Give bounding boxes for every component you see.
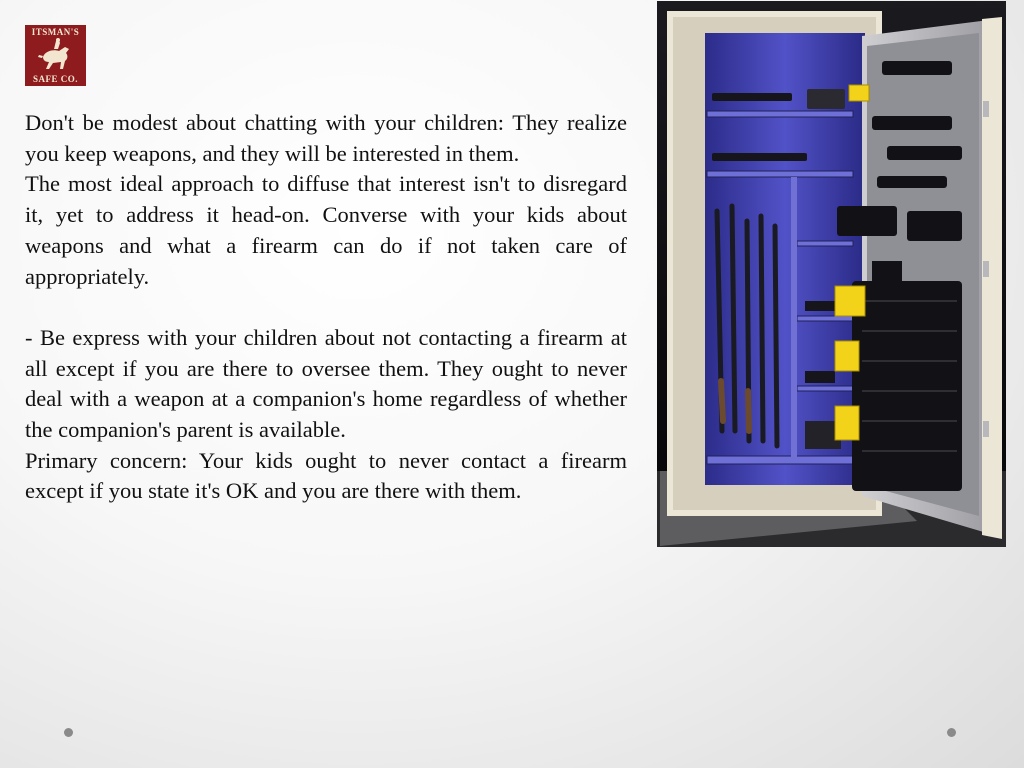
logo-bottom-text: SAFE CO. <box>32 74 78 84</box>
slide-nav-dot-left <box>64 728 73 737</box>
paragraph-no-touching: - Be express with your children about not contacting a firearm at all except if you are there to oversee them. They ought to never deal with a weapon at a companion's home regardless of whether the companion's parent is available. <box>25 324 627 443</box>
slide-nav-dot-right <box>947 728 956 737</box>
company-logo <box>25 25 86 86</box>
horse-rider-icon <box>35 37 77 73</box>
paragraph-address-interest: The most ideal approach to diffuse that interest isn't to disregard it, yet to address it head-on. Converse with your kids about weapons and what a firearm can do if not taken care of appropriately. <box>25 171 627 289</box>
logo-top-text: ITSMAN'S <box>31 27 80 37</box>
gun-safe-photo <box>657 1 1006 547</box>
body-text <box>25 108 627 507</box>
paragraph-spacer <box>25 292 627 323</box>
paragraph-children-curiosity: Don't be modest about chatting with your children: They realize you keep weapons, and they will be interested in them. <box>25 110 627 166</box>
paragraph-primary-concern: Primary concern: Your kids ought to never contact a firearm except if you state it's OK and you are there with them. <box>25 447 627 504</box>
gun-safe-illustration <box>657 1 1006 547</box>
